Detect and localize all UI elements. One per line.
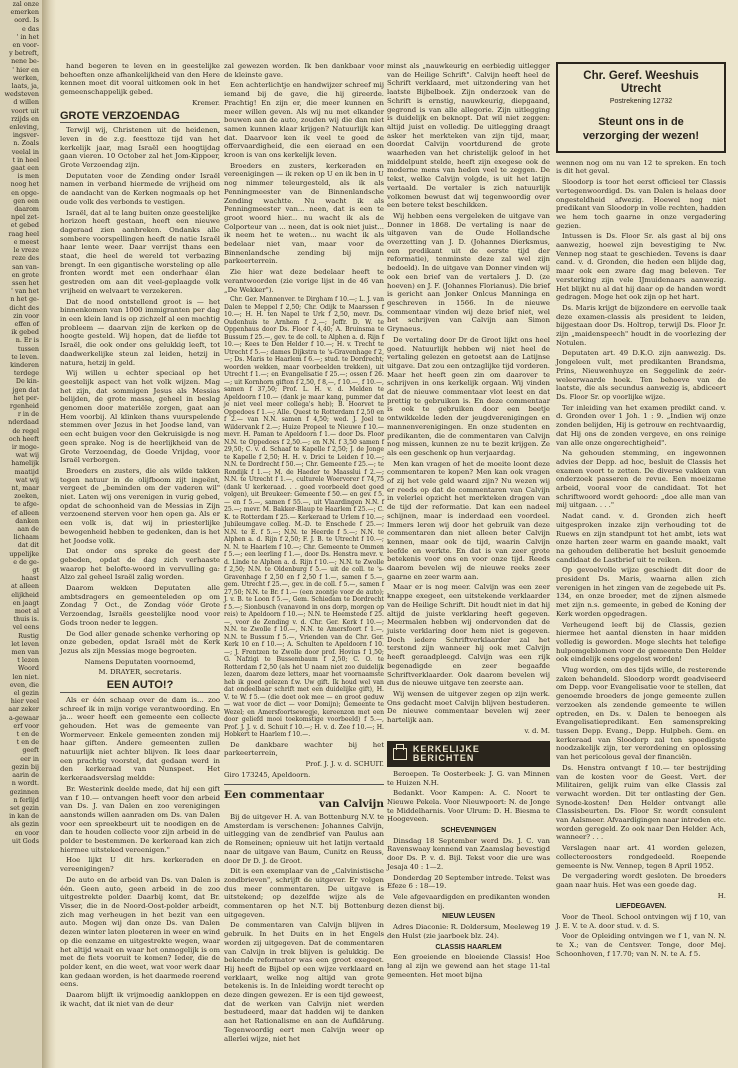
previous-page-line: dat dit [17,541,39,550]
previous-page-line: ingsver- [12,131,39,140]
article-paragraph: minst als „nauwkeurig en eerbiedig uitlegger van de Heilige Schrift". Calvijn heeft heel de Schrift verklaard, met uitzondering van het laatste Bijbelboek. Zijn onderzoek van de Schrift is ernstig, nauwkeurig, diepgaand, gegrond is van alle allegorie. Zijn uitlegging is duidelijk en beknopt. Dat wil niet zeggen: altijd juist en volledig. De uitlegging draagt asker het merkteken van zijn tijd, maar, doordat Calvijn voortdurend de grote waarheden van het christelijk geloof in het middelpunt stelde, heeft zijn exegese ook de moderne mens van heden veel te zeggen. De tekst, welke Calvijn volgde, is uit het latijn vertaald. De vertaler is zich natuurlijk volkomen bewust dat wij tegenwoordig over een betere tekst beschikken. [387,62,550,210]
news-item: Donderdag 20 September intrede. Tekst was Efeze 6 : 18—19. [387,873,550,891]
donation-list: Chr. Ger. Mannenver. te Dirgham f 10.—; L. J. van Dalen te Meppel f 2,50; Chr. Odijk te Maarssen f 10.—; H. H. ten Napel te Urk f 2,50, mevr. Ds. Oudenhuis te Arnhem f 2,—; Jeffr. D. W. te Oppenhaus door Ds. Floor f 4,40; A. Bruinsma te Bussum f 25.—, gev. te de coll. te Alphen a. d. Rijn f 10.—; Kees te Den Helder f 10.—; H. v. Trecht te Utrecht f 5.—; dames Dijkstra te 's-Gravenhage f 2,—; Ds. Maris te Haarlem f 6.—; stud. te Dordrecht; woorden wekken, maar voorbeelden trekken), uit Utrecht f 1.—; en Evangelisatie f 25.—; ossen f 26.—; uit Kornhorn gifton f 2,50, f 8,—, f 10.—, f 10.—, samen f 37,50; Prof. L. H. v. d. Melden te Apeldoorn f 10.— (dank je maar kang, pummer dat je niet veel meer collega's heb); B. Hoorvet te Oppedoes f 1.—; Alle. Quest te Rotterdam f 2,50 en f 2.— van N.N. samen f 4,50; wed. J. Joel te Wildervank f 2.—; Huize Propeel te Nieuwe f 10.— mevr. H. Paman te Apeldoorn f 1.— door Ds. Floor N.N. te Oppedoes f 2,50.—; en N.N. f 3,50 samen f 29,50; C. v. d. Schaaf te Kapelle f 2,50; J. de Jonge te Kapelle f 2,50; H. H. v. Drici te Leiden f 10.—; N.N. te Dordrecht f 50.—; Chr. Gemeente f 25.—; te Rondijk f 1.—; M. de Haeder te Maasslui f 2.—; N.N. te Utrecht f 1.—, culturele Woervorer f 74,75 (dank U kerkeraad. . . goed voorbeeld doet goed volgen), uit Breukeer: Gemeente f 50.— en gev. f 5.— en f 5.—, samen f 55.—, uit Vlaardingen N.N. f 25.—; mevr. M. Bakker-Blaup te Haarlem f 25.—; C. K. te Rotterdam f 25.— Kerkeraad te Urlem f 10.—; Jubileumgave colleg. M.-D. te Enschede f 25.—; N.N. te E. f 5.—; N.N. te Heerde f 5.—; N.N. te Alphen a. d. Rijn f 2,50; F. J. B. te Utrecht f 10.—; N. N. te Haarlem f 10.—; Chr. Gemeente te Ommen f 5.—; een leerling f 1.—, door Ds. Henstra mevr. v. d. Linde te Alphen a. d. Rijn f 10.—; N.N. te Zwolle f 2,50; N.N. te Oldenburg f 5.— uit de coll. te 's-Gravenhage f 2,50 en f 2,50 f 1.—, samen f 5.—, gem. Utrecht f 25.—, gev. in de coll. f 5.—, samen f 27,50; N.N. te Br. f 1.— (een zoontje voor de auto); J. v. B. te Loon f 5.—, Gem. Schiedam te Dordrecht f 5.—; Sionbusch (vanavond in ons dorp, morgen op reis) te Apeldoorn f 10.—; N.N. te Heemstede f 25.—, voor de Zending v. d. Chr. Ger. Kerk f 10.—; N.N. te Zwolle f 10.—, N.N. te Amersfoort f 1.—, N.N. te Bussum f 5.—, Vrienden van de Chr. Ger. Kerk 10 en f 10.—; A. Schulten te Apeldoorn f 10.—; J. Frentzen te Zwolle door prof. Hovius f 1,50; G. Nafzigi te Bussembaum f 2,50; C. O. te Rotterdam f 2,50 (als het U naam niet zoo duidelijk lezen, daarom deze letters, maar het voornaamste heb ik goed gelezen f.w. Uw gift. Ik houd wel van dat ondeelbaar schrift met een duidelijke gift), H. V. te W. f 5.— (die doet ook mee — en groot geduw — wat voor de dict — voor Domijn); Gemeente te Wezel; en Amersfoortsewegje, kereenzon met een door geliefd mooi toekomstige voorbeeld) f 5.—, Prof. J. J. v. d. Schuit f 10.—; H. v. d. Zee f 10.—; H. Hobkert te Haarlem f 10.—. [224,296,384,739]
previous-page-line: te afge- [14,500,39,509]
previous-page-line: let leven [11,639,39,648]
previous-page-line: reze des [11,254,39,263]
previous-page-line: werken, [12,73,39,82]
previous-page-line: d willen [13,98,39,107]
previous-page-line: Rustig [18,631,39,640]
previous-page-line: terdege [13,369,39,378]
previous-page-line: e das [22,24,39,33]
previous-page-line: voort uit [11,106,39,115]
previous-page-line: ssen het [12,278,39,287]
previous-page-line: lichaam [13,533,39,542]
article-paragraph: wennen nog om nu van 12 te spreken. En toch is dit het geval. [556,158,726,176]
headline-grote-verzoendag: GROTE VERZOENDAG [60,112,220,124]
article-paragraph: Vlug worden, om des tijds wille, de resterende zaken behandeld. Sloodorp wordt geadviseerd om Depp. voor Evangelisatie voor te stellen, dat genoemde broeders de jonge gemeente zullen verzoeken als zendende gemeente te willen optreden, en Ds. v. Dalen te benoegen als Evangelisatiepredikant. Een samenspreking tussen Depp. Evang., Depp. Hulpbeh. Gem. en kerkeraad van Sloodorp zal ten spoedigste noodzakelijk zijn, ter verordening en oplossing van het pericolous geval der financiën. [556,666,726,762]
previous-page-line: haast [21,574,39,583]
article-paragraph: De commentaren van Calvijn blijven in gebruik. In het Duits en in het Engels worden zij uitgegeven. Dat de commentaren van Calvijn in trek blijven is gelukkig. De bekende reformator was een groot exegeet. Hij heeft de Bijbel op een wijze verklaard en verklaart, welke nog altijd van grote betekenis is. In de Inleiding wordt terecht op deze dingen gewezen. Er is een tijd geweest, dat de werken van Calvijn niet werden bestudeerd, maar dat hadden wij te danken aan het Rationalisme en aan de Aufklärung. Tegenwoordig eert men Calvijn weer op allerlei wijze, niet het [224,921,384,1043]
article-paragraph: Na gehouden stemming, en ingewonnen advies der Depp. ad hoc, besluit de Classis het examen voort te zetten. De diverse vakken van onderzoek passeren de revue. Een moeizame arbeid, vooral voor de candidaat. Tot het schriftwoord wordt gehoord: „doe alle man van mij uitgaan. . . ." [556,449,726,510]
previous-page-line: nt, maar [11,483,39,492]
kerkelijke-berichten-banner [387,741,550,766]
previous-page-line: laats, ja, [11,82,39,91]
previous-page-line: moet al [14,607,39,616]
article-paragraph: Dat de nood ontstellend groot is — het binnenkomen van 1000 immigranten per dag in een klein land is op zichzelf al een machtig probleem — daarvan zijn de kerken op de hoogte gesteld. Wij hopen, dat de liefde tot Israël, die ook onder ons gelukkig leeft, tot daadwerkelijke steun zal leiden, hetzij in natura, hetzij in geld. [60,297,220,367]
previous-page-line: ik gebed [11,328,39,337]
previous-page-line: De kin- [15,377,39,386]
article-paragraph: Deputaten art. 49 D.K.O. zijn aanwezig. Ds. Jongeleen vult, met predikanten Brandsma, Prins, Nieuwenhuyze en Seggelink de zeér-weleerwaarde hoek. Ten behoeve van de laatste, die als secundus aanwezig is, abdiceert Ds. Floor Sr. op voorlijke wijze. [556,349,726,401]
article-paragraph: Broeders en zusters, die als wilde takken tegen natuur in de olijfboom zijt ingeënt, vergeet de „beminden om der vaderen wil" niet. Laten wij ons verenigen in vurig gebed, opdat de schoonheid van de Messias in Zijn verzoenend sterven voor hen open ga. Als er een volk is, dat wij in priesterlijke bewogenheid hebben te gedenken, dan is het het Joodse volk. [60,466,220,545]
church-icon [393,748,407,760]
intro-paragraph: hand begeren te leven en in geestelijke behoeften onze afhankelijkheid van den Here kennen moet dit vooral uitkomen ook in het gemeenschappelijk gebed. [60,62,220,97]
article-paragraph: Dit is een exemplaar van de „Calvinistische zondbrieven", schrijft de uitgever. Er volgen dus meer commentaren. De uitgave is uitstekend; op dezelfde wijze als de commentaren op het N.T. bij Bottenburg uitgegeven. [224,867,384,919]
previous-page-line: tussen [17,344,39,353]
article-paragraph: Nadat cand. v. d. Gronden zich heeft uitgesproken inzake zijn verhouding tot de Ruews en zijn standpunt tot het ambt, iets wat onze harten zeer warm en gaande maakt, valt na gehouden deliberatie het besluit genoemde candidaat de Lastbrief uit te reiken. [556,512,726,564]
previous-page-line: n het ge- [10,295,39,304]
column-1 [60,62,220,1010]
column-3 [387,62,550,981]
ad-postrekening: Postrekening 12732 [609,98,673,105]
previous-page-line: even, die [9,680,39,689]
news-item: Voor de Theol. School ontvingen wij f 10, van J. E. V. te A. door stud. v. d. S. [556,913,726,930]
section-subheading: NIEUW LEUSEN [442,913,495,921]
article-paragraph: De dankbare wachter bij het parkeerterrein, [224,740,384,758]
previous-page-line: en voor- [12,41,39,50]
section-subheading: LIEFDEGAVEN. [615,903,667,911]
article-paragraph: Een achterlichtje en handwijzer schreef mij iemand bij de gave, die hij gireerde. Prachtig! En zijn er, die meer kunnen en meer willen geven. Als wij nu met elkander bouwen aan de auto, zouden wij die dan niet samen kunnen klaar krijgen? Natuurlijk kan dat. Daarvoor ken ik veel te goed de offervaardigheid, die een eieraad en een kroon is van ons kerkelijk leven. [224,81,384,160]
previous-page-line: t en de [16,730,39,739]
article-paragraph: zal gewezen worden. Ik ben dankbaar voor de kleinste gave. [224,62,384,79]
article-paragraph: Br. Westerink deelde mede, dat hij een gift van f 10.— ontvangen heeft voor den arbeid van Ds. J. van Dalen en zoo verenigingen aanstonds willen aanraden om Ds. van Dalen voor een spreekbeurt uit te noodigen en de dan te houden collecte voor zijn arbeid in de polder te bestemmen. De kerkeraad kan zich hiermee uitsteked vereenigen." [60,784,220,854]
previous-page-line: r in de [17,410,39,419]
news-item: Bedankt. Voor Kampen: A. C. Noort te Nieuwe Pekela. Voor Nieuwpoort: N. de Jonge te Middelharnis. Voor Ulrum: D. H. Biesma te Hoogeveen. [387,789,550,824]
article-paragraph: Men kan vragen of het de moeite loont deze commentaren te kopen? Men kan ook vragen of zij het vele geld waard zijn? Nu wezen wij er reeds op dat de commentaren van Calvijn in velerlei opzicht het merkteken dragen van de tijd der reformatie. Dat kan een nadeel schijnen, maar is inderdaad een voordeel. Immers leren wij door het gebruik van deze commentaren dan niet alleen beter Calvijn kennen, maar ook de tijd, waarin Calvijn leefde en werkte. En dat is van zeer grote betekenis voor ons en voor onze tijd. Reeds daarom bevelen wij de nieuwe reeks zeer gaarne en zeer warm aan. [387,459,550,581]
article-paragraph: Verslagen naar art. 41 worden gelezen, collecteroosters rondgedeeld. Roepende gemeente is Nw. Vennep, tegen 8 April 1952. [556,844,726,870]
previous-page-line: en jaagt [12,598,39,607]
news-item: Dinsdag 18 September werd Ds. J. C. van Ravenswaay kennend van Zaamslag bevestigd door Ds. P. v. d. Bijl. Tekst voor die ure was Jesaja 40 : 1—2. [387,836,550,871]
weeshuis-advertisement [556,62,726,153]
ad-title-city: Utrecht [620,83,662,95]
article-paragraph: Ds. Maris krijgt de bijzondere en eervolle taak deze examen-classis als president te leiden, bijgestaan door Ds. Holtrop, terwijl Ds. Floor Jr. zijn „maidenspeech" houdt in de voorlezing der Notulen. [556,303,726,347]
article-paragraph: Als er één schaap over de dam is... zoo schreef ik in mijn vorige verantwoording. En ja... weer heeft een gemeente een collecte gehouden. Het was de gemeente van Wormerveer. Enkele gemeenten zonden mij haar giften. Andere gemeenten zullen natuurlijk niet achter blijven. Ik lees daar een prachtig voorstel, dat gedaan werd in den kerkeraad van Nunspeet. Het kerkeraadsverslag meldde: [60,695,220,783]
previous-page-line: aarin de [12,771,39,780]
article-paragraph: De God aller genade schenke verhoring op onze gebeden, opdat Israël mèt de Kerk Jezus als zijn Messias moge begroeten. [60,629,220,655]
previous-page-line: n. Er is [15,336,39,345]
previous-page-line: n wordt. [11,779,39,788]
previous-page-line: npel zet- [11,213,39,222]
article-paragraph: Op gevoelvolle wijze geschiedt dit door de president Ds. Maris, waarna allen zich verenigen in het zingen van de zegebede uit Ps. 134, en onze broeder, met de zijnen alsmede met zijn n.s. gemeente, in gebed de Koning der Kerk worden opgedragen. [556,566,726,618]
previous-page-line: aar zeker [8,705,39,714]
ad-title: Chr. Geref. Weeshuis [583,70,699,82]
article-paragraph: De vergadering wordt gesloten. De broeders gaan naar huis. Het was een goede dag. [556,872,726,889]
article-paragraph: Deputaten voor de Zending onder Israël namen in verband hiermede de vrijheid om de aandacht van de Kerken nogmaals op het oude volk des verbonds te vestigen. [60,171,220,206]
previous-page-line: en grote [11,270,39,279]
previous-page-line: thuis is. [13,615,39,624]
previous-page-line: Woord [18,664,39,673]
previous-page-line: a-gewaar [9,713,39,722]
divider [224,784,384,785]
signature-line: Namens Deputaten voornoemd, [84,657,196,666]
article-paragraph: Wij hebben eens vergeleken de uitgave van Donner in 1868. De vertaling is naar de uitgaven van de Oude Hollandsche overzetting van J. D. (Johannes Dierksmus, een predikant uit de eerste tijd der reformatie), tenminste deze zal wel zijn bedoeld). In de uitgave van Donner vinden wij ook een brief van de vertalers J. D. (ze hoeven) en J. F. (Johannes Florianus). Die brief is gericht aan Jonker Onlcus Manninga en geschreven in 1566. In de nieuwe commentaar vinden wij deze brief niet, wel het schrijven van Calvijn aan Simon Grynaeus. [387,211,550,334]
previous-page-line: uit Gods [11,836,39,845]
previous-page-line: als gezin [10,820,39,829]
news-item: Een groeiende en bloeiende Classis! Hoe lang al zijn we gewend aan het stage 11-tal gemeenten. Het moet bijna [387,953,550,979]
giro-line: Giro 173245, Apeldoorn. [224,770,311,779]
column-2 [224,62,384,1045]
previous-page-line: hier veel [10,697,39,706]
article-paragraph: Terwijl wij, Christenen uit de heidenen, leven in de z.g. feesttoze tijd van het kerkelijk jaar, mag Israël een hoogtijdag gaan vieren. 10 October zal het Jom-Kippoer, Grote Verzoendag zijn. [60,126,220,170]
previous-page-line: kinderen [10,360,39,369]
news-item: Beroepen. Te Oosterbeek: J. G. van Minnen te Huizen N.H. [387,769,550,787]
article-paragraph: Sloodorp is toor het eerst officieel ter Classis vertegenwoordigd. Ds. van Dalen is helaas door ongesteldheid afwezig. Hoewel nog niet predikant van Sloodorp in volle rechten, hadden we hem toch gaarne in onze vergadering gezien. [556,178,726,230]
banner-title: KERKELIJKE BERICHTEN [412,744,480,764]
previous-page-line: aan de [17,525,39,533]
previous-page-line: gen een [13,196,39,205]
signature-name: Prof. J. J. v. d. SCHUIT. [305,760,384,769]
previous-page-line: zal onze [12,0,39,8]
previous-page-line: le vreze [13,246,39,255]
previous-page-line: gezin bij [11,762,39,771]
previous-page-line: ef alleen [11,508,39,517]
article-paragraph: Maar er is nog meer. Calvijn was een zeer knappe exegeet, een uitstekende verklaarder van de Heilige Schrift. Dit houdt niet in dat hij altijd de juiste verklaring heeft gegeven. Meermalen hebben wij ondervonden dat de juiste verklaring door hem niet is gegeven. Doch iedere Schriftverklaarder zal het terstond zijn wanneer hij ook met Calvijn heeft geraadpleegd. Calvijn was een rijk begenadigde en zeer begaafde Schriftverklaarder. Ook daarom bevelen wij dus de nieuwe uitgave ten zeerste aan. [387,583,550,688]
previous-page-line: en voor [14,828,39,837]
article-paragraph: Zie hier wat deze bedelaar heeft te verantwoorden (zie vorige lijst in de 46 van „De Wekker"). [224,268,384,294]
previous-page-line: maatijd [14,467,39,476]
previous-page-line: daarom [14,205,39,214]
previous-page-line: is men [17,172,39,181]
previous-page-line: e meest [13,237,39,246]
previous-page-line: ' in het [16,32,39,41]
previous-page-line: n. Zoals [13,139,39,148]
article-paragraph: De vertaling door Dr de Groot lijkt ons heel goed. Natuurlijk hebben wij niet heel de vertaling gelezen en getoetst aan de Latijnse uitgave. Dat zou een ontzaglijke tijd vorderen. Maar het heeft geen zin om daarover te schrijven in ons kerkelijk orgaan. Wij vinden dat de nieuwe commentaar vlot leest en dat prettig te gebruiken is. En deze commentaar is ook te gebruiken door een beetje ontwikkelde leden der jeugdverenigingen en mannenverenigingen. En onze studenten en predikanten, die de commentaren van Calvijn nog missen, kunnen ze nu te bezit krijgen. Ze als een geschenk op hun verjaardag. [387,335,550,457]
article-paragraph: Wij wensen de uitgever zegen op zijn werk. Ons gedacht moet Calvijn blijven bestuderen. De nieuwe commentaar bevelen wij zeer hartelijk aan. [387,689,550,725]
previous-page-line: erf voor [13,721,39,730]
ad-slogan-1: Steunt ons in de [598,115,684,128]
previous-page-line: eer in [20,754,39,763]
news-item: Adres Diaconie: R. Doldersum, Meeleweg 19 den Hulst (zie jaarboek blz. 24). [387,923,550,940]
article-paragraph: Bij de uitgever H. A. van Bottenburg N.V. te Amsterdam is verschenen: Johannes Calvijn, uitlegging van de zendbrief van Paulus aan de Romeinen; opnieuw uit het latijn vertaald naar de uitgave van Baum, Cunitz en Reuss, door Dr D. J. de Groot. [224,813,384,865]
previous-page-line: danken [15,516,39,525]
article-paragraph: Daarom blijft ik vrijmoedig aankloppen en ik wacht, dat ik niet van de deur [60,991,220,1008]
previous-page-line: t lezen [17,656,39,665]
page-fold-shadow [42,0,56,1068]
article-paragraph: Ter inleiding van het examen predikt cand. v. d. Gronden over 1 Joh. 1 : 9. „Indien wij onze zonden belijden, Hij is getrouw en rechtvaardig, dat Hij ons de zonden vergeve, en ons reinige van alle onze ongerechtigheid". [556,403,726,447]
section-subheading: CLASSIS HAARLEM [435,943,502,951]
previous-page-line: gt [32,566,39,575]
previous-page-line: wat wij [15,451,39,460]
section-subheading: SCHEVENINGEN [440,827,497,835]
previous-page-line: et gebed [10,221,39,230]
headline-een-commentaar: Een commentaar [224,788,324,801]
previous-page-line: och heeft [8,434,39,443]
article-paragraph: Wij willen u echter speciaal op het geestelijk aspect van het volk wijzen. Mag het zijn, dat sommigen Jesus als Messias belijden, de grote massa, geheel in beslag genomen door materiële zorgen, gaat aan Hem voorbij. Al klinken thans vuurspelende stemmen over Jezus in het Joodse land, van een echt buigen voor den Gekruisigde is nog geen sprake. Nog is de heerlijkheid van de Grote Verzoendag, de Goede Vrijdag, voor Israël verborgen. [60,369,220,465]
previous-page-line: jgen dat [12,385,39,394]
previous-page-line: veelal in [11,147,39,156]
previous-page-line: at alleen [11,582,39,591]
previous-page-line: rgenheid [9,401,39,410]
previous-page-line: men van [11,648,39,657]
previous-page-line: wat wij [15,475,39,484]
headline-een-auto: EEN AUTO!? [60,681,220,693]
previous-page-line: gaat een [11,164,39,173]
intro-signature: Kremer. [192,98,220,107]
previous-page-line: geeft [22,746,39,755]
signature-name: M. DRAYER, secretaris. [98,668,182,677]
article-paragraph: Broeders en zusters, kerkeraden en vereenigingen — ik reken op U en ik ben in U nog nimmer teleurgesteld, als ik als Penningmeester van de Binnenlandsche Zending wachtte. Nu wacht ik als Penningmeester van... neen, dat is een te groot woord hier... nu wacht ik als de Colporteur van ... neen, dat is ook niet juist... ik neem het te weten... nu wacht ik als bedelaar niet van, maar voor de Binnenlandsche zending bij mijn parkeerterrein. [224,161,384,266]
signature-name: v. d. M. [524,726,550,735]
previous-page-fragment [0,0,43,1068]
previous-page-line: t en de [16,738,39,747]
news-item: Vele afgevaardigden en predikanten wonden dezen dienst bij. [387,892,550,910]
previous-page-line: nene be- [11,57,39,66]
news-item: Voor de Opleiding ontvingen we f 1, van N. N. te X.; van de Centsver. Tonge, door Mej. Schoonhoven, f 17.70; van N. N. te A. f 5. [556,932,726,958]
previous-page-line: het per- [13,393,39,402]
article-paragraph: Hoe lijkt U dit hrs. kerkeraden en vereenigingen? [60,856,220,874]
article-paragraph: Daarom wekken Deputaten alle ambtsdragers en gemeenteleden op om Zondag 7 Oct., de Zondag vóór Grote Verzoendag, Israëls geestelijke nood voor Gods troon neder te leggen. [60,584,220,627]
previous-page-line: e de ge- [13,557,39,566]
column-4 [556,62,726,961]
article-paragraph: Dat onder ons spreke de geest der gebeden, opdat de dag zich verhaaste waarop het belofte-woord in vervulling ga: Alzo zal geheel Israël zalig worden. [60,547,220,582]
previous-page-line: emerken [10,8,39,17]
previous-page-line: nderdaad [8,418,39,427]
article-paragraph: Intussen is Ds. Floor Sr. als gast al bij ons aanwezig, hoewel zijn bevestiging te Nw. Vennep nog staat te geschieden. Tevens is daar cand. v. d. Gronden, die heden een blijde dag, maar ook een zware dag mag beleven. Ter versterking zijn vele IJmuidenaars aanwezig. Het blijkt nu al dat hij daar op de handen wordt gedragen. Moge het ook zijn op het hart. [556,232,726,302]
previous-page-line: wedsteven [4,90,39,99]
article-paragraph: De auto en de arbeid van Ds. van Dalen is één. Geen auto, geen arbeid in de zoo uitgestrekte polder. Daarbij komt, dat Br. Visser, die in de Noord-Oost-polder arbeidt, zich mag verheugen in het bezit van een auto. Mogen wij dan onze Ds. van Dalen dezen winter laten ploeteren in weer en wind op die eenzame en uitgestrekte wegen, waar het altijd waait en waar het onmogelijk is om met de fiets vooruit te komen? Ieder, die de polder kent, en die weet, wat voor werk daar kan gedaan worden, is het daarmede roerend eens. [60,875,220,989]
previous-page-line: noog het [10,180,39,189]
previous-page-line: len niet. [12,672,39,681]
previous-page-line: t in heel [12,155,39,164]
previous-page-line: oord. Is [14,16,39,25]
signature-name: H. [717,891,726,900]
previous-page-line: raag heel [8,229,39,238]
previous-page-line: in kan de [9,812,39,821]
article-paragraph: Ds. Henstra ontvangt f 10.— ter bestrijding van de kosten voor de Geest. Vert. der Militairen, gelijk ruim van elke Classis zal verwacht worden. Dit ter ontlasting der Gen. Synode-kosten! Den Helder ontvangt alle Classisbeurten. Ds. Floor Sr. wordt consulent van Aalsmeer. Afvaardigingen naar intreden etc. worden geregeld. Zo ook naar Den Helder. Ach, wanneer? . . . [556,763,726,842]
previous-page-line: elijkheid [11,590,39,599]
previous-page-line: hamelijk [11,459,39,468]
previous-page-line: n ferlijd [13,795,39,804]
previous-page-line: enleving, [9,123,39,132]
previous-page-line: gezinnen [9,787,39,796]
previous-page-line: zin voor [13,311,39,320]
previous-page-line: san van- [12,262,39,271]
previous-page-line: ' hier en [12,65,39,74]
previous-page-line: y betreft, [9,49,39,58]
previous-page-line: de regel [12,426,39,435]
previous-page-line: rzijds en [11,114,39,123]
previous-page-line: ir moge- [11,442,39,451]
previous-page-line: set gezin [9,803,39,812]
previous-page-line: en opge- [11,188,39,197]
previous-page-line: dicht des [9,303,39,312]
article-paragraph: Verheugend leeft bij de Classis, gezien hiermee het aantal diensten in haar midden volledig is geworden. Moge slechts het telefige hulpomgeblomen voor de gemeente Den Helder ook eindelijk eens opgelost worden! [556,620,726,664]
previous-page-line: uppelijke [9,549,39,558]
article-paragraph: Israël, dat al te lang buiten onze geestelijke horizon heeft gestaan, heeft een nieuwe dageraad zien aanbreken. Ondanks alle sombere voorspellingen heeft de natie Israël haar lente weer. Daar verrijst thans een staat, die heel de wereld tot verbazing brengt. In een gigantische worsteling op alle fronten wordt met een onderhaar élan gestreden om aan dit veel-geplaagde volk vrijheid en welvaart te verzekeren. [60,208,220,295]
previous-page-line: te leven. [11,352,39,361]
ad-slogan-2: verzorging der wezen! [582,129,700,142]
previous-page-line: effen of [14,319,39,328]
previous-page-line: vel eens [12,623,39,632]
previous-page-line: ' van het [11,287,39,296]
previous-page-line: zoeken, [14,492,39,501]
previous-page-line: el gezin [13,689,39,698]
headline-van-calvijn: van Calvijn [319,798,384,811]
